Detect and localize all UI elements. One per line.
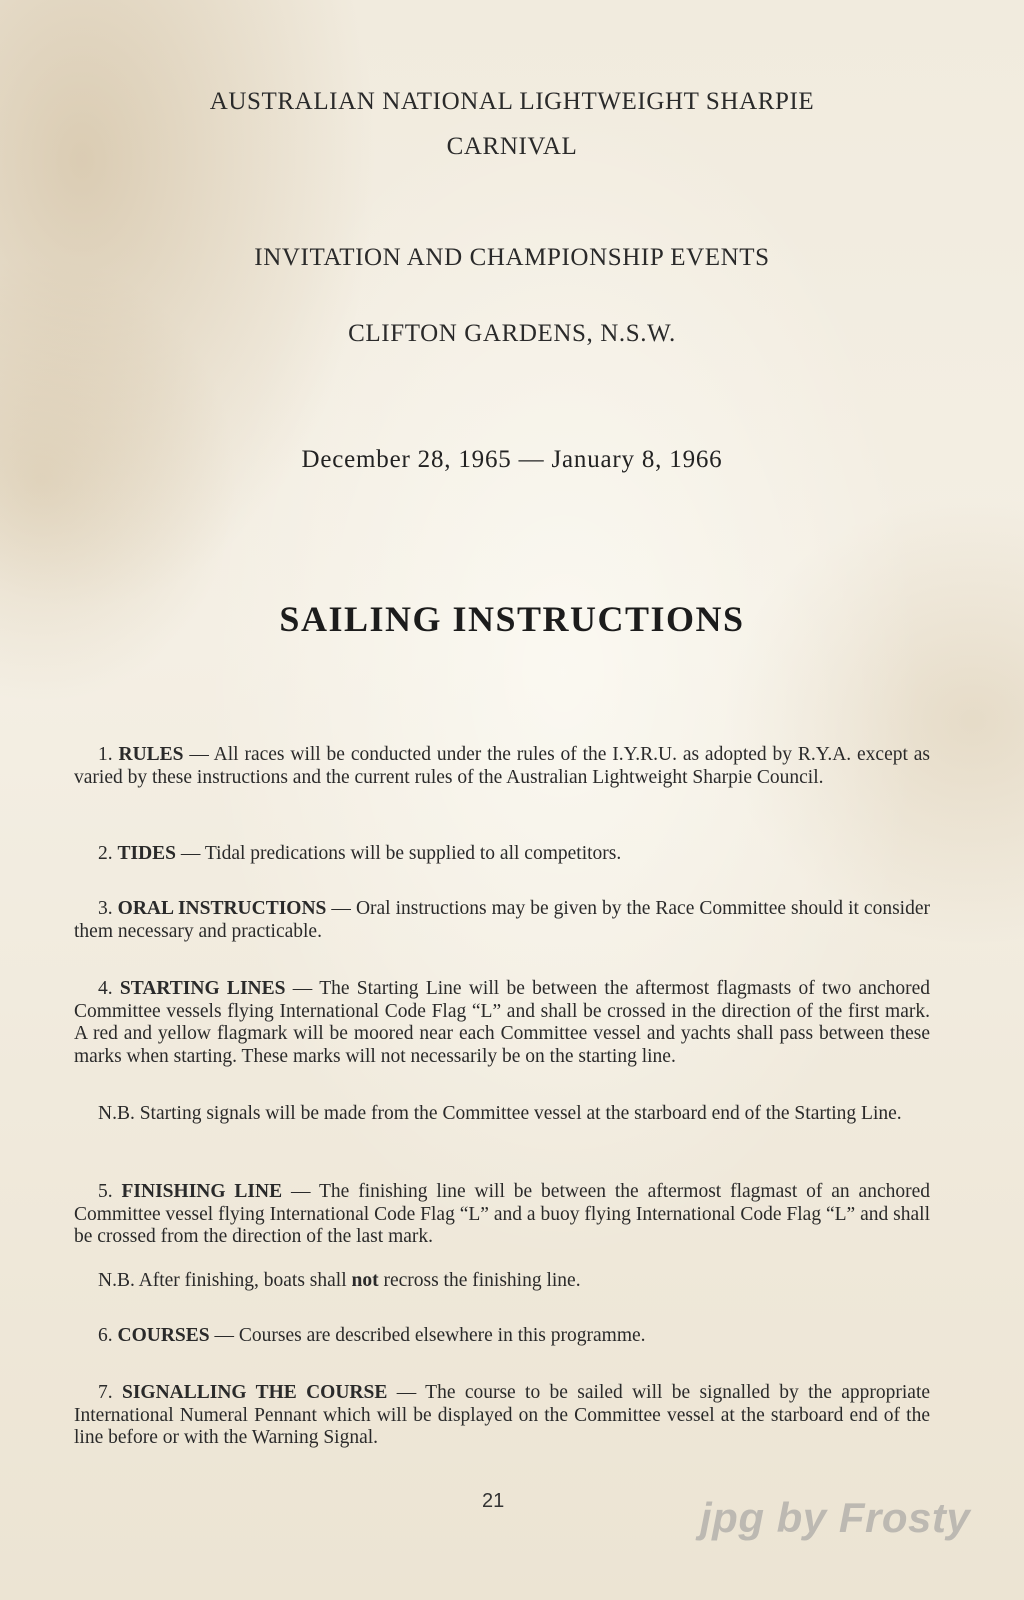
page-number: 21 (482, 1490, 505, 1512)
note-text: N.B. After finishing, boats shall (98, 1270, 352, 1291)
section-tides (74, 843, 930, 866)
watermark: jpg by Frosty (700, 1494, 971, 1541)
section-number: 5. (98, 1181, 113, 1202)
event-subtitle: INVITATION AND CHAMPIONSHIP EVENTS (254, 244, 770, 271)
section-text: — All races will be conducted under the rules of the I.Y.R.U. as adopted by R.Y.A. except as varied by these instructions and the current rules of the Australian Lightweight Sharpie Council. (74, 744, 931, 788)
event-title-line-2: CARNIVAL (446, 133, 578, 160)
section-heading: STARTING LINES (119, 978, 286, 999)
note-emphasis: not (351, 1270, 379, 1291)
section-heading: COURSES (117, 1325, 210, 1346)
section-number: 6. (98, 1325, 113, 1346)
page-title: SAILING INSTRUCTIONS (279, 599, 745, 639)
event-location: CLIFTON GARDENS, N.S.W. (348, 320, 676, 347)
section-text: — The course to be sailed will be signalled by the appropriate International Numeral Pennant which will be displayed on the Committee vessel at the starboard end of the line before or with the Warning Signal. (74, 1382, 931, 1448)
section-heading: TIDES (117, 843, 177, 864)
section-text: — Tidal predications will be supplied to all competitors. (176, 843, 622, 864)
section-number: 1. (98, 744, 113, 765)
section-finishing-line (74, 1181, 930, 1249)
event-title-line-1: AUSTRALIAN NATIONAL LIGHTWEIGHT SHARPIE (209, 88, 815, 115)
section-signalling-the-course (74, 1382, 930, 1450)
section-number: 3. (98, 898, 113, 919)
section-number: 2. (98, 843, 113, 864)
section-heading: RULES (118, 744, 184, 765)
note-text: recross the finishing line. (378, 1270, 581, 1291)
event-dates: December 28, 1965 — January 8, 1966 (301, 446, 723, 473)
section-text: — The finishing line will be between the aftermost flagmast of an anchored Committee vessel flying International Code Flag “L” and a buoy flying International Code Flag “L” and shall be crossed from the direction of the last mark. (74, 1181, 930, 1247)
section-text: — Oral instructions may be given by the Race Committee should it consider them necessary and practicable. (74, 898, 930, 942)
section-heading: ORAL INSTRUCTIONS (117, 898, 327, 919)
section-rules (74, 744, 930, 789)
section-number: 4. (98, 978, 113, 999)
note-after-finishing (74, 1270, 930, 1293)
section-courses (74, 1325, 930, 1348)
section-number: 7. (98, 1382, 113, 1403)
section-starting-lines (74, 978, 930, 1068)
section-text: — Courses are described elsewhere in this programme. (209, 1325, 646, 1346)
section-heading: SIGNALLING THE COURSE (121, 1382, 388, 1403)
section-heading: FINISHING LINE (121, 1181, 283, 1202)
section-text: — The Starting Line will be between the aftermost flagmasts of two anchored Committee vessels flying International Code Flag “L” and shall be crossed in the direction of the first mark. A red and yellow flagmark will be moored near each Committee vessel and yachts shall pass between these marks when starting. These marks will not necessarily be on the starting line. (74, 978, 930, 1067)
note-starting-signals: N.B. Starting signals will be made from the Committee vessel at the starboard end of the Starting Line. (98, 1103, 902, 1124)
section-oral-instructions (74, 898, 930, 943)
